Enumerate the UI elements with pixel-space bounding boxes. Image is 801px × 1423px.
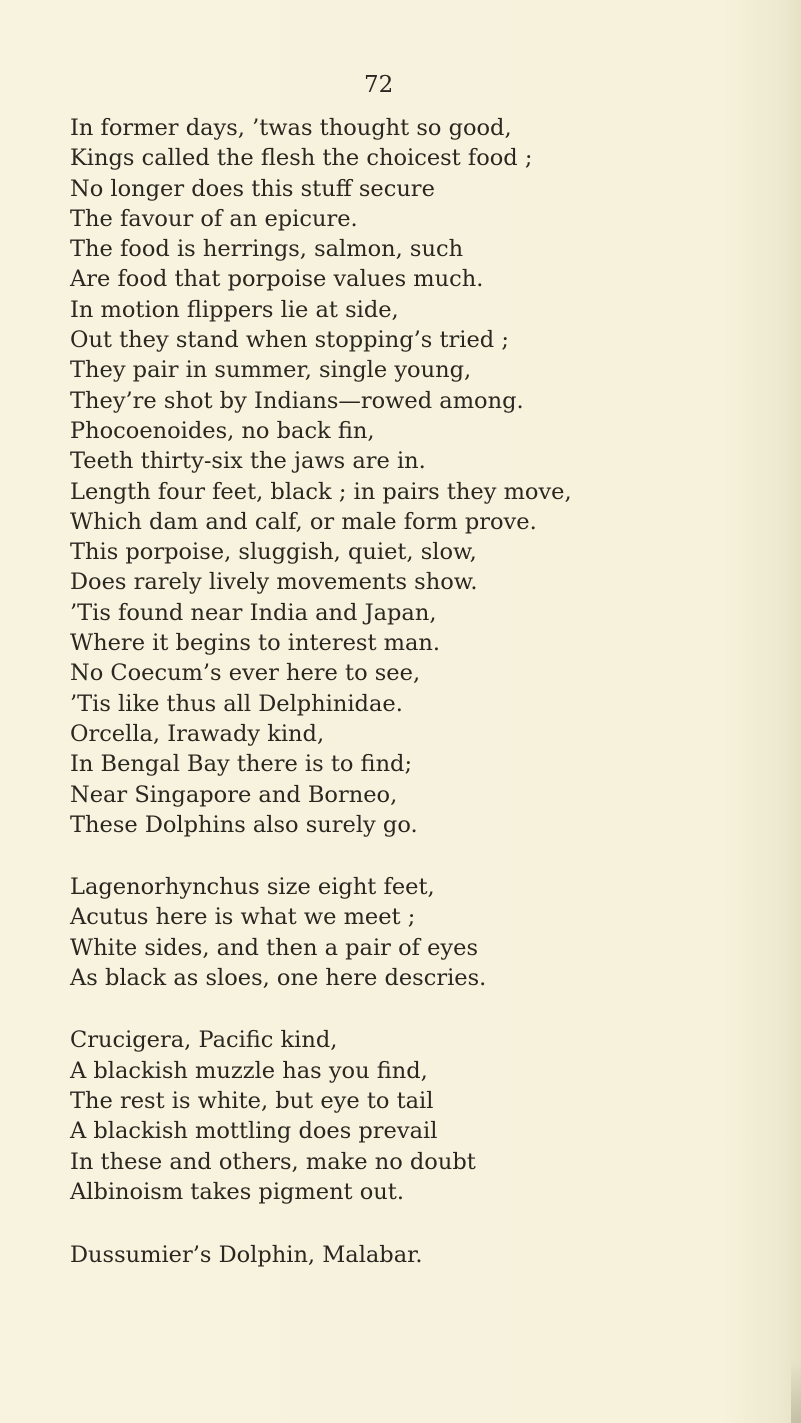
page-number: 72: [364, 72, 394, 98]
poem-line: They’re shot by Indians—rowed among.: [70, 387, 524, 414]
poem-line: Lagenorhynchus size eight feet,: [70, 874, 435, 901]
poem-line: In Bengal Bay there is to find;: [70, 751, 413, 778]
poem-line: The food is herrings, salmon, such: [70, 236, 464, 263]
page-edge-shadow: [791, 1360, 801, 1423]
poem-line: Length four feet, black ; in pairs they move,: [70, 478, 572, 505]
poem-line: They pair in summer, single young,: [70, 357, 472, 384]
poem-line: No Coecum’s ever here to see,: [70, 660, 421, 687]
poem-line: These Dolphins also surely go.: [70, 811, 418, 838]
poem-line: A blackish mottling does prevail: [70, 1118, 438, 1145]
poem-line: Teeth thirty-six the jaws are in.: [70, 448, 426, 475]
poem-line: Crucigera, Pacific kind,: [70, 1027, 338, 1054]
poem-line: Acutus here is what we meet ;: [70, 904, 416, 931]
poem-line: Near Singapore and Borneo,: [70, 781, 398, 808]
poem-line: The favour of an epicure.: [70, 205, 358, 232]
poem-line: Phocoenoides, no back fin,: [70, 417, 375, 444]
poem-line: No longer does this stuff secure: [70, 175, 435, 202]
poem-line: In these and others, make no doubt: [70, 1148, 476, 1175]
poem-line: Does rarely lively movements show.: [70, 569, 478, 596]
poem-line: Kings called the flesh the choicest food ;: [70, 145, 533, 172]
poem-line: Dussumier’s Dolphin, Malabar.: [70, 1242, 423, 1269]
poem-line: Are food that porpoise values much.: [70, 266, 484, 293]
stanza: [70, 1025, 790, 1207]
stanza: [70, 872, 790, 993]
poem-line: The rest is white, but eye to tail: [70, 1087, 434, 1114]
stanza: [70, 1240, 790, 1270]
poem-line: In former days, ’twas thought so good,: [70, 115, 512, 141]
poem-line: White sides, and then a pair of eyes: [70, 934, 478, 961]
poem-line: In motion flippers lie at side,: [70, 296, 399, 323]
poem-line: Which dam and calf, or male form prove.: [70, 508, 537, 535]
poem-line: Orcella, Irawady kind,: [70, 720, 325, 747]
stanza: [70, 113, 790, 840]
poem: [70, 113, 790, 1270]
poem-line: Albinoism takes pigment out.: [70, 1178, 404, 1205]
poem-line: A blackish muzzle has you find,: [70, 1057, 428, 1084]
poem-line: Out they stand when stopping’s tried ;: [70, 327, 509, 354]
poem-line: Where it begins to interest man.: [70, 630, 441, 657]
poem-line: ’Tis found near India and Japan,: [70, 599, 437, 626]
poem-line: ’Tis like thus all Delphinidae.: [70, 690, 403, 717]
poem-line: As black as sloes, one here descries.: [70, 965, 487, 992]
poem-line: This porpoise, sluggish, quiet, slow,: [70, 539, 477, 566]
